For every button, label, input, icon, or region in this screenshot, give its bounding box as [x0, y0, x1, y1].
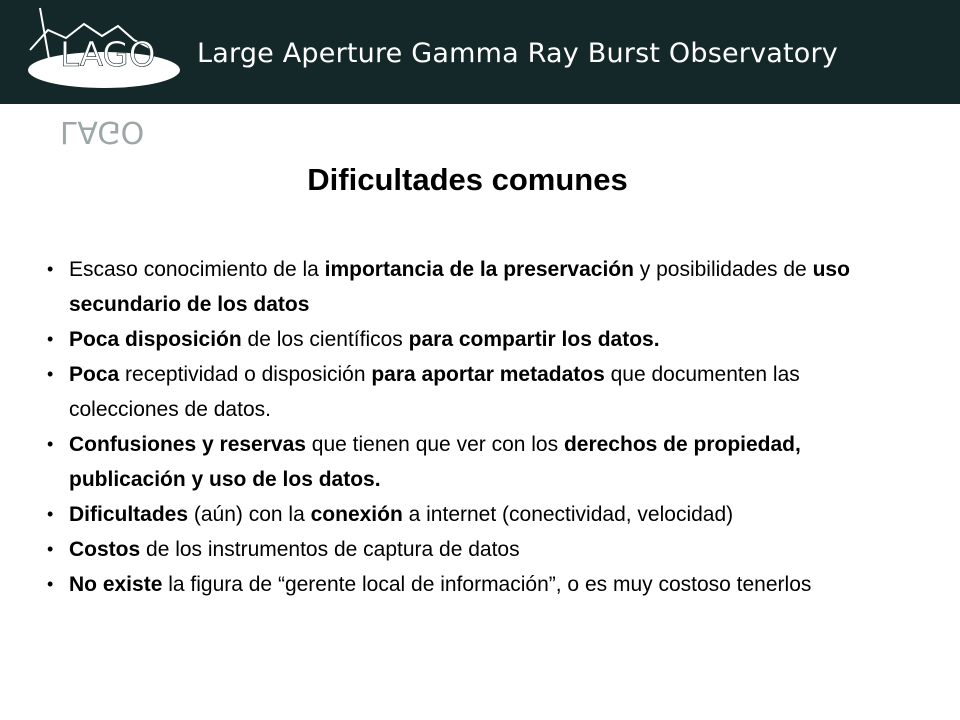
- bullet-text: receptividad o disposición: [119, 363, 372, 386]
- bullet-text-bold: No existe: [69, 573, 163, 596]
- bullet-text: la figura de “gerente local de información”, o es muy costoso tenerlos: [162, 573, 812, 596]
- bullet-item: [47, 322, 897, 357]
- bullet-text-bold: Costos: [69, 538, 141, 561]
- logo-reflection: LAGO: [60, 114, 145, 149]
- bullet-text: y posibilidades de: [633, 258, 813, 281]
- bullet-text: de los científicos: [241, 328, 409, 351]
- bullet-text: que tienen que ver con los: [305, 433, 564, 456]
- bullet-text: Escaso conocimiento de la: [69, 258, 325, 281]
- bullet-item: [47, 532, 897, 567]
- header-bar: [0, 0, 960, 149]
- bullet-text-bold: Dificultades: [69, 503, 189, 526]
- bullet-item: [47, 357, 897, 427]
- bullet-item: [47, 567, 897, 602]
- bullet-text-bold: importancia de la preservación: [324, 258, 634, 281]
- lago-logo: [22, 4, 182, 149]
- bullet-text-bold: Poca disposición: [69, 328, 242, 351]
- bullet-text-bold: derechos de propiedad, publicación y uso de los datos.: [69, 433, 801, 491]
- bullet-text: de los instrumentos de captura de datos: [140, 538, 520, 561]
- bullet-item: [47, 497, 897, 532]
- bullet-text: que documenten las colecciones de datos.: [69, 363, 800, 421]
- bullet-text-bold: para compartir los datos.: [408, 328, 660, 351]
- logo-text: LAGO: [60, 35, 156, 75]
- bullet-dot: •: [47, 434, 54, 454]
- bullet-text-bold: conexión: [310, 503, 403, 526]
- bullet-dot: •: [47, 574, 54, 594]
- bullet-text-bold: Poca: [69, 363, 120, 386]
- bullet-item: [47, 427, 897, 497]
- bullet-text: (aún) con la: [188, 503, 311, 526]
- bullet-dot: •: [47, 364, 54, 384]
- bullet-text-bold: para aportar metadatos: [371, 363, 605, 386]
- slide-title: Dificultades comunes: [307, 162, 628, 197]
- bullet-item: [47, 252, 897, 322]
- bullet-text-bold: uso secundario de los datos: [69, 258, 850, 316]
- bullet-list: [47, 252, 897, 602]
- bullet-text: a internet (conectividad, velocidad): [402, 503, 734, 526]
- bullet-dot: •: [47, 504, 54, 524]
- bullet-dot: •: [47, 329, 54, 349]
- header-title: Large Aperture Gamma Ray Burst Observatory: [197, 38, 838, 69]
- bullet-dot: •: [47, 539, 54, 559]
- bullet-dot: •: [47, 259, 54, 279]
- bullet-text-bold: Confusiones y reservas: [69, 433, 306, 456]
